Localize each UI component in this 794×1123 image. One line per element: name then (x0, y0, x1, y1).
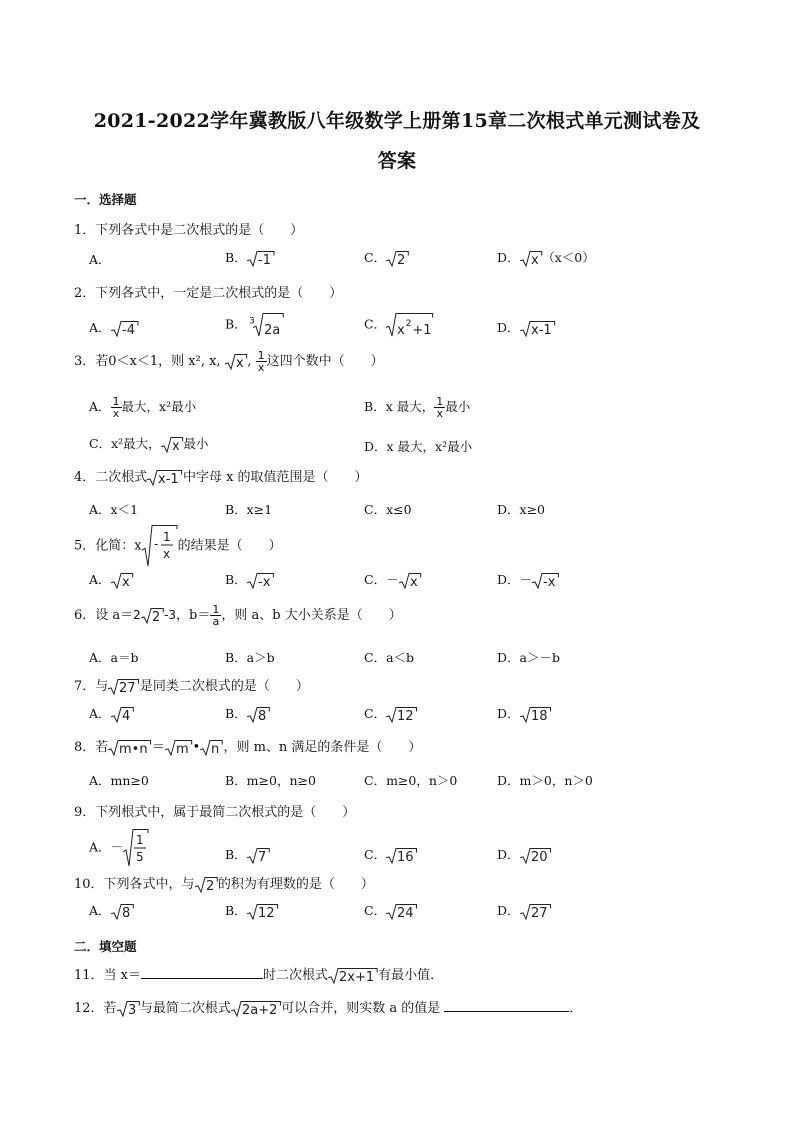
q1-option-c: C． 2 (364, 248, 409, 268)
svg-text:3: 3 (127, 1002, 136, 1018)
svg-text:1: 1 (162, 530, 171, 544)
q9-option-b: B． 7 (225, 845, 270, 865)
section-fill-in: 二．填空题 (74, 939, 137, 954)
radical (111, 572, 134, 590)
svg-text:x: x (162, 547, 170, 561)
svg-text:20: 20 (530, 849, 548, 865)
q9-option-d: D． 20 (497, 845, 551, 865)
fraction: $\frac{1}{a}$ (212, 603, 220, 628)
question-4: 4．二次根式 x-1 中字母 x 的取值范围是（ ） (74, 470, 368, 487)
svg-text:8: 8 (257, 708, 266, 724)
radical (520, 250, 543, 268)
question-10: 10．下列各式中，与 2 的积为有理数的是（ ） (74, 877, 374, 894)
svg-text:3: 3 (248, 316, 255, 327)
radical (108, 739, 152, 757)
q4-option-c: C．x≤0 (364, 502, 412, 517)
q6-option-a: A．a＝b (89, 650, 139, 665)
svg-text:m: m (175, 741, 189, 757)
title-line-1: 2021-2022学年冀教版八年级数学上册第15章二次根式单元测试卷及 (93, 110, 701, 132)
radical (386, 312, 434, 338)
radical (247, 903, 279, 921)
svg-text:18: 18 (530, 708, 548, 724)
radical (386, 903, 418, 921)
svg-text:16: 16 (397, 849, 414, 865)
radical (165, 739, 193, 757)
svg-text:m•n: m•n (119, 741, 148, 757)
q2-option-b: B． 3 2a (225, 312, 284, 338)
svg-text:-x: -x (257, 574, 271, 590)
svg-text:2x+1: 2x+1 (339, 969, 375, 985)
q1-option-d: D． x （x＜0） (497, 250, 595, 268)
radical (386, 706, 418, 724)
q3-option-a: A． $\frac{1}{x}$ 最大，x²最小 (89, 395, 197, 420)
q2-option-a: A． -4 (89, 318, 138, 338)
radical (386, 250, 409, 268)
title-line-2: 答案 (377, 150, 417, 172)
svg-text:2: 2 (397, 252, 406, 268)
radical (111, 320, 139, 338)
svg-text:x: x (530, 252, 539, 268)
q2-option-c: C． x 2 +1 (364, 312, 434, 338)
q6-option-c: C．a＜b (364, 650, 415, 665)
svg-text:2: 2 (205, 878, 214, 894)
q8-option-c: C．m≥0，n＞0 (364, 773, 458, 788)
q10-option-d: D． 27 (497, 901, 551, 921)
q5-option-b: B． -x (225, 570, 274, 590)
radical (520, 320, 556, 338)
question-6: 6．设 a＝2 2 -3，b＝ $\frac{1}{a}$ ，则 a、b 大小关系是（ ） (74, 603, 402, 628)
svg-text:27: 27 (119, 680, 136, 696)
question-7: 7．与 27 是同类二次根式的是（ ） (74, 679, 309, 696)
question-12: 12．若 3 与最简二次根式 2a+2 可以合并，则实数 a 的值是 ． (74, 1001, 583, 1018)
radical (200, 739, 223, 757)
q3-option-d: D．x 最大，x²最小 (364, 439, 473, 454)
radical (247, 250, 275, 268)
fraction: $\frac{1}{x}$ (112, 395, 120, 420)
q6-option-d: D．a＞－b (497, 650, 560, 665)
svg-text:4: 4 (121, 708, 130, 724)
question-2: 2．下列各式中，一定是二次根式的是（ ） (74, 286, 343, 301)
q10-option-b: B． 12 (225, 901, 278, 921)
fraction: $\frac{1}{x}$ (436, 395, 444, 420)
svg-text:-1: -1 (257, 252, 271, 268)
svg-text:2: 2 (405, 319, 412, 329)
radical (520, 706, 552, 724)
question-5: 5．化简：x - 1 x 的结果是（ ） (74, 524, 282, 568)
svg-text:x: x (121, 574, 130, 590)
radical (399, 572, 422, 590)
radical (247, 572, 274, 590)
q4-option-a: A．x＜1 (89, 502, 139, 517)
svg-text:12: 12 (257, 905, 275, 921)
svg-text:n: n (211, 741, 220, 757)
radical (386, 847, 418, 865)
svg-text:+1: +1 (412, 323, 432, 338)
question-9: 9．下列根式中，属于最简二次根式的是（ ） (74, 805, 356, 820)
radical-of-fraction (123, 828, 149, 868)
question-1: 1．下列各式中是二次根式的是（ ） (74, 223, 304, 238)
radical (111, 903, 134, 921)
radical (225, 353, 248, 371)
q5-option-d: D．－ -x (497, 570, 559, 590)
svg-text:8: 8 (121, 905, 130, 921)
q9-option-a: A．－ 1 5 (89, 828, 149, 868)
radical (247, 847, 270, 865)
radical (328, 967, 378, 985)
svg-text:x: x (409, 574, 418, 590)
svg-text:x-1: x-1 (158, 471, 179, 487)
radical (147, 469, 183, 487)
svg-text:24: 24 (397, 905, 414, 921)
svg-text:1: 1 (136, 833, 144, 847)
svg-text:2a+2: 2a+2 (241, 1002, 278, 1018)
svg-text:-: - (153, 537, 158, 551)
svg-text:27: 27 (530, 905, 548, 921)
svg-text:-4: -4 (121, 322, 135, 338)
radical (520, 903, 552, 921)
fraction: $\frac{1}{x}$ (257, 349, 265, 374)
q8-option-d: D．m＞0，n＞0 (497, 773, 593, 788)
q7-option-b: B． 8 (225, 704, 270, 724)
q1-option-b: B． -1 (225, 248, 275, 268)
q5-option-c: C．－ x (364, 570, 421, 590)
section-multiple-choice: 一．选择题 (74, 192, 137, 207)
q10-option-c: C． 24 (364, 901, 418, 921)
question-11: 11．当 x＝ 时二次根式 2x+1 有最小值． (74, 968, 444, 985)
radical (141, 607, 164, 625)
svg-text:12: 12 (397, 708, 414, 724)
svg-text:-x: -x (543, 574, 556, 590)
radical (111, 706, 134, 724)
answer-blank-11[interactable] (141, 978, 263, 979)
radical (532, 572, 559, 590)
svg-text:x: x (235, 355, 244, 371)
q4-option-d: D．x≥0 (497, 502, 545, 517)
q8-option-a: A．mn≥0 (89, 773, 149, 788)
svg-text:2: 2 (151, 609, 161, 625)
q3-option-c: C．x²最大， x 最小 (89, 436, 209, 454)
radical (117, 1000, 140, 1018)
svg-text:x: x (397, 323, 405, 338)
q4-option-b: B．x≥1 (225, 502, 273, 517)
radical (195, 876, 218, 894)
radical-of-fraction (142, 524, 178, 568)
q2-option-d: D． x-1 (497, 318, 555, 338)
svg-text:5: 5 (136, 850, 144, 864)
svg-text:x-1: x-1 (530, 322, 552, 338)
q10-option-a: A． 8 (89, 901, 134, 921)
q3-option-b: B．x 最大， $\frac{1}{x}$ 最小 (364, 395, 471, 420)
q8-option-b: B．m≥0，n≥0 (225, 773, 316, 788)
svg-text:7: 7 (257, 849, 266, 865)
answer-blank-12[interactable] (444, 1011, 569, 1012)
svg-text:2a: 2a (263, 323, 280, 338)
q7-option-c: C． 12 (364, 704, 418, 724)
svg-text:x: x (171, 438, 180, 454)
q7-option-a: A． 4 (89, 704, 134, 724)
q5-option-a: A． x (89, 570, 133, 590)
radical (231, 1000, 281, 1018)
q1-option-a: A． (89, 252, 111, 267)
radical-cube-root (247, 312, 284, 338)
question-3: 3．若0＜x＜1，则 x², x, x , $\frac{1}{x}$ 这四个数中（ ） (74, 349, 384, 374)
question-8: 8．若 m•n ＝ m • n ，则 m、n 满足的条件是（ ） (74, 740, 422, 757)
q6-option-b: B．a＞b (225, 650, 275, 665)
radical (108, 678, 140, 696)
radical (161, 436, 184, 454)
radical (247, 706, 270, 724)
radical (520, 847, 552, 865)
q7-option-d: D． 18 (497, 704, 551, 724)
q9-option-c: C． 16 (364, 845, 418, 865)
